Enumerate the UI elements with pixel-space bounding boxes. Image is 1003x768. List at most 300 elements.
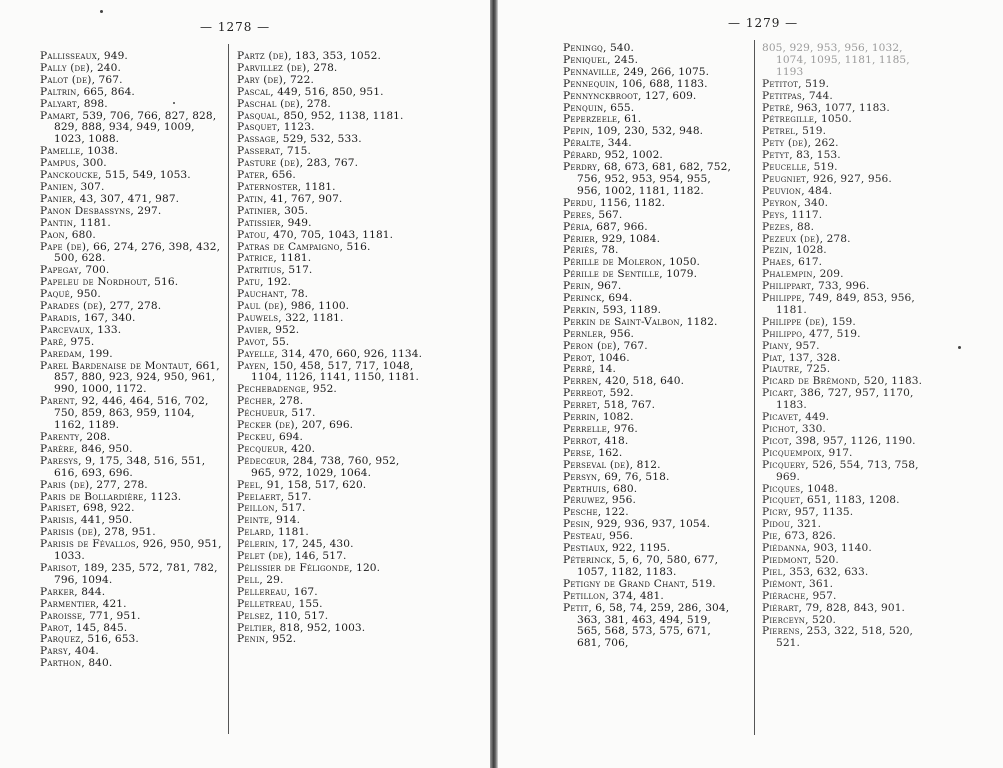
entry-name: Pater, xyxy=(237,169,269,182)
entry-references: 952. xyxy=(272,633,297,646)
entry-references: 5, 6, 70, 580, 677, 1057, 1182, 1183. xyxy=(577,553,719,578)
entry-name: Pety (de), xyxy=(762,137,812,150)
entry-references: 209. xyxy=(819,268,844,281)
entry-name: Perreot, xyxy=(563,387,607,400)
entry-references: 1123. xyxy=(150,490,182,503)
entry-references: 137, 328. xyxy=(788,351,841,364)
entry-name: Palot (de), xyxy=(40,73,96,86)
entry-references: 314, 470, 660, 926, 1134. xyxy=(281,347,423,360)
entry-name: Pauwels, xyxy=(237,311,282,324)
entry-references: 278. xyxy=(826,232,851,245)
entry-references: 519. xyxy=(691,577,716,590)
entry-references: 68, 673, 681, 682, 752, 756, 952, 953, 954, 955, 956, 1002, 1181, 1182. xyxy=(577,161,731,197)
index-entry xyxy=(40,658,228,670)
index-entry xyxy=(40,361,228,397)
entry-references: 520, 1183. xyxy=(863,375,923,388)
entry-name: Piel, xyxy=(762,565,787,578)
entry-references: 245. xyxy=(614,53,639,66)
entry-references: 344. xyxy=(607,137,632,150)
entry-name: Pie, xyxy=(762,530,782,543)
entry-references: 656. xyxy=(271,169,296,182)
entry-references: 192. xyxy=(267,276,292,289)
entry-references: 477, 519. xyxy=(809,327,861,340)
entry-name: Petré, xyxy=(762,101,794,114)
column-divider xyxy=(228,44,229,734)
entry-name: Périer, xyxy=(563,232,599,245)
entry-name: Pape (de), xyxy=(40,240,90,253)
entry-references: 1181. xyxy=(280,252,312,265)
entry-name: Pezin, xyxy=(762,244,793,257)
entry-name: Peyron, xyxy=(762,196,801,209)
entry-references: 278. xyxy=(313,61,338,74)
entry-references: 83, 153. xyxy=(796,149,841,162)
entry-references: 167. xyxy=(293,585,318,598)
entry-name: Phaes, xyxy=(762,256,795,269)
entry-references: 155. xyxy=(298,597,323,610)
entry-references: 420, 518, 640. xyxy=(605,375,685,388)
entry-name: Peinte, xyxy=(237,514,273,527)
entry-references: 592. xyxy=(609,387,634,400)
index-entry xyxy=(762,388,930,412)
index-entry xyxy=(237,361,425,385)
paper-speck xyxy=(100,10,103,13)
entry-references: 441, 950. xyxy=(80,514,133,527)
index-entry xyxy=(40,456,228,480)
entry-references: 957. xyxy=(795,339,820,352)
entry-references: 917. xyxy=(828,446,853,459)
page-number-right: — 1279 — xyxy=(728,16,799,30)
entry-references: 127, 609. xyxy=(644,89,697,102)
entry-references: 517. xyxy=(288,264,313,277)
entry-name: Parthon, xyxy=(40,657,85,670)
entry-name: Perseval (de), xyxy=(563,458,634,471)
entry-references: 539, 706, 766, 827, 828, 829, 888, 934, 949, 1009, 1023, 1088. xyxy=(54,109,217,146)
entry-name: Paris (de), xyxy=(40,478,93,491)
entry-references: 986, 1100. xyxy=(290,300,350,313)
index-column xyxy=(762,43,930,650)
entry-name: Piérart, xyxy=(762,601,803,614)
entry-name: Picquery, xyxy=(762,458,809,471)
entry-name: Picavet, xyxy=(762,411,802,424)
entry-references: 61. xyxy=(624,113,642,126)
entry-name: Peniquel, xyxy=(563,53,611,66)
entry-references: 949. xyxy=(103,50,128,62)
entry-name: Pesche, xyxy=(563,506,602,519)
entry-name: Panckoucke, xyxy=(40,169,102,182)
entry-references: 78. xyxy=(601,244,619,257)
entry-name: Pelet (de), xyxy=(237,550,292,563)
entry-references: 6, 58, 74, 259, 286, 304, 363, 381, 463, 494, 519, 565, 568, 573, 575, 671, 681, 706, xyxy=(577,601,730,650)
page-number-left: — 1278 — xyxy=(200,20,271,34)
entry-name: Pepin, xyxy=(563,125,594,138)
entry-references: 540. xyxy=(609,42,634,54)
entry-references: 66, 274, 276, 398, 432, 500, 628. xyxy=(54,240,221,265)
entry-references: 1050. xyxy=(821,113,852,126)
entry-references: 567. xyxy=(598,208,623,221)
entry-name: Paqué, xyxy=(40,288,74,301)
entry-references: 110, 517. xyxy=(276,609,329,622)
entry-name: Périès, xyxy=(563,244,598,257)
entry-name: Perrin, xyxy=(563,411,600,424)
entry-name: Payen, xyxy=(237,359,270,372)
entry-name: Pecqueur, xyxy=(237,442,288,455)
entry-references: 517. xyxy=(281,502,306,515)
entry-name: Perkin, xyxy=(563,303,600,316)
entry-references: 956. xyxy=(611,494,636,507)
entry-name: Piérache, xyxy=(762,589,810,602)
entry-references: 956. xyxy=(609,530,634,543)
entry-name: Piautre, xyxy=(762,363,803,376)
entry-name: Pelsez, xyxy=(237,609,274,622)
entry-name: Pidou, xyxy=(762,518,794,531)
entry-name: Petigny de Grand Chant, xyxy=(563,577,689,590)
entry-references: 374, 481. xyxy=(612,589,664,602)
entry-references: 526, 554, 713, 758, 969. xyxy=(776,458,919,483)
entry-name: Piémont, xyxy=(762,577,806,590)
entry-references: 516. xyxy=(346,240,371,253)
entry-name: Pestiaux, xyxy=(563,542,609,555)
entry-references: 353, 632, 633. xyxy=(789,565,869,578)
entry-name: Parmentier, xyxy=(40,597,100,610)
entry-name: Peckeu, xyxy=(237,431,276,443)
entry-name: Pavot, xyxy=(237,335,269,348)
entry-name: Parenty, xyxy=(40,431,83,443)
entry-references: 420. xyxy=(291,442,316,455)
entry-references: 519. xyxy=(805,77,830,90)
entry-references: 1082. xyxy=(602,411,634,424)
entry-references: 208. xyxy=(86,431,111,443)
entry-references: 515, 549, 1053. xyxy=(104,169,191,182)
entry-name: Parisis de Févallos, xyxy=(40,538,140,551)
entry-name: Pecker (de), xyxy=(237,419,299,432)
entry-references: 167, 340. xyxy=(84,311,136,324)
entry-name: Patin, xyxy=(237,192,267,205)
entry-name: Passage, xyxy=(237,133,280,146)
index-entry xyxy=(762,293,930,317)
entry-name: Piany, xyxy=(762,339,793,352)
entry-name: Picot, xyxy=(762,434,793,447)
entry-name: Pelard, xyxy=(237,526,275,539)
entry-references: 17, 245, 430. xyxy=(281,538,354,551)
entry-references: 91, 158, 517, 620. xyxy=(266,478,367,491)
entry-references: 519. xyxy=(802,125,827,138)
entry-references: 1038. xyxy=(87,145,119,158)
entry-references: 340. xyxy=(804,196,829,209)
entry-references: 952. xyxy=(312,383,337,396)
entry-references: 957, 1135. xyxy=(794,506,854,519)
entry-name: Philippe (de), xyxy=(762,315,829,328)
entry-name: Pasquet, xyxy=(237,121,281,134)
entry-references: 29. xyxy=(266,573,284,586)
entry-name: Picard de Brémond, xyxy=(762,375,861,388)
entry-references: 950. xyxy=(76,288,101,301)
entry-references: 330. xyxy=(801,423,826,435)
entry-references: 733, 996. xyxy=(818,280,870,293)
entry-references: 322, 1181. xyxy=(285,311,344,324)
entry-name: Pennynckbroot, xyxy=(563,89,642,102)
entry-references: 1050. xyxy=(669,256,700,269)
entry-references: 321. xyxy=(797,518,822,531)
entry-name: Peltier, xyxy=(237,621,277,634)
entry-name: Pélerin, xyxy=(237,538,279,551)
entry-name: Pantin, xyxy=(40,216,77,229)
entry-references: 284, 738, 760, 952, 965, 972, 1029, 1064. xyxy=(251,454,400,479)
entry-references: 297. xyxy=(137,204,162,217)
entry-name: Parquez, xyxy=(40,633,85,646)
entry-name: Panier, xyxy=(40,192,77,205)
entry-name: Péchueur, xyxy=(237,407,289,420)
entry-references: 694. xyxy=(278,431,303,443)
entry-references: 1046. xyxy=(598,351,630,364)
entry-name: Parisot, xyxy=(40,561,81,574)
entry-references: 183, 353, 1052. xyxy=(295,50,381,62)
entry-references: 277, 278. xyxy=(96,478,148,491)
entry-references: 421. xyxy=(102,597,127,610)
entry-name: Peel, xyxy=(237,478,264,491)
entry-name: Pelletreau, xyxy=(237,597,296,610)
entry-references: 687, 966. xyxy=(596,220,648,233)
entry-references: 278. xyxy=(306,97,331,110)
entry-name: Peuvion, xyxy=(762,184,805,197)
index-entry xyxy=(40,111,228,147)
entry-references: 812. xyxy=(636,458,661,471)
entry-references: 262. xyxy=(814,137,839,150)
entry-name: Petitot, xyxy=(762,77,802,90)
entry-references: 1156, 1182. xyxy=(599,196,666,209)
entry-name: Perrelle, xyxy=(563,423,611,435)
entry-references: 41, 767, 907. xyxy=(270,192,343,205)
entry-name: Phalempin, xyxy=(762,268,817,281)
entry-name: Papeleu de Nordhout, xyxy=(40,276,151,289)
entry-name: Pernler, xyxy=(563,327,607,340)
entry-references: 749, 849, 853, 956, 1181. xyxy=(776,292,915,316)
index-column xyxy=(563,43,731,650)
entry-references: 952. xyxy=(275,323,300,336)
index-entry xyxy=(40,539,228,563)
entry-name: Pariset, xyxy=(40,502,80,515)
entry-name: Pell, xyxy=(237,573,263,586)
entry-references: 1181. xyxy=(277,526,309,539)
entry-references: 92, 446, 464, 516, 702, 750, 859, 863, 959, 1104, 1162, 1189. xyxy=(54,395,209,432)
entry-name: Perinck, xyxy=(563,292,605,305)
entry-references: 106, 688, 1183. xyxy=(621,77,708,90)
entry-references: 651, 1183, 1208. xyxy=(807,494,900,507)
entry-references: 146, 517. xyxy=(294,550,347,563)
entry-references: 361. xyxy=(809,577,834,590)
entry-name: Peningq, xyxy=(563,42,607,54)
entry-name: Panon Desbassyns, xyxy=(40,204,134,217)
paper-speck xyxy=(958,346,961,349)
entry-name: Petillon, xyxy=(563,589,610,602)
entry-name: Partz (de), xyxy=(237,50,292,62)
entry-name: Perren, xyxy=(563,375,602,388)
index-entry xyxy=(563,555,731,579)
entry-references: 150, 458, 517, 717, 1048, 1104, 1126, 1141, 1150, 1181. xyxy=(251,359,420,384)
entry-name: Paradis, xyxy=(40,311,81,324)
entry-name: Paredam, xyxy=(40,347,86,360)
entry-references: 818, 952, 1003. xyxy=(279,621,366,634)
entry-name: Péterinck, xyxy=(563,553,616,566)
entry-name: Pary (de), xyxy=(237,73,287,86)
entry-name: Pampus, xyxy=(40,157,80,170)
entry-name: Patras de Campaigno, xyxy=(237,240,344,253)
entry-name: Picry, xyxy=(762,506,792,519)
entry-name: Pellereau, xyxy=(237,585,291,598)
entry-name: Papegay, xyxy=(40,264,82,277)
entry-name: Patrice, xyxy=(237,252,277,265)
entry-name: Persyn, xyxy=(563,470,601,483)
index-entry xyxy=(762,43,930,79)
entry-name: Picques, xyxy=(762,482,804,495)
entry-name: Perthuis, xyxy=(563,482,610,495)
entry-name: Pamelle, xyxy=(40,145,84,158)
entry-references: 278. xyxy=(279,395,304,408)
entry-references: 145, 845. xyxy=(75,621,128,634)
entry-references: 278, 951. xyxy=(104,526,156,539)
entry-references: 305. xyxy=(284,204,309,217)
entry-name: Peperzeele, xyxy=(563,113,621,126)
entry-name: Pélissier de Féligonde, xyxy=(237,561,353,574)
entry-name: Pierens, xyxy=(762,625,804,638)
entry-references: 967. xyxy=(597,280,622,293)
entry-name: Picart, xyxy=(762,387,797,400)
entry-references: 771, 951. xyxy=(89,609,141,622)
entry-name: Pennequin, xyxy=(563,77,619,90)
entry-name: Péruwez, xyxy=(563,494,609,507)
entry-name: Paltrin, xyxy=(40,85,81,98)
entry-references: 109, 230, 532, 948. xyxy=(596,125,704,138)
entry-name: Pavier, xyxy=(237,323,272,336)
entry-name: Perdry, xyxy=(563,161,601,174)
entry-name: Petitpas, xyxy=(762,89,806,102)
entry-references: 189, 235, 572, 781, 782, 796, 1094. xyxy=(54,561,218,586)
entry-references: 805, 929, 953, 956, 1032, 1074, 1095, 1181, 1185, 1193 xyxy=(762,42,910,78)
entry-references: 277, 278. xyxy=(109,300,162,313)
entry-name: Pennaville, xyxy=(563,65,620,78)
entry-references: 159. xyxy=(831,315,856,328)
entry-name: Paresys, xyxy=(40,454,82,467)
entry-references: 593, 1189. xyxy=(602,303,662,316)
entry-name: Perin, xyxy=(563,280,594,293)
entry-name: Perse, xyxy=(563,446,595,459)
entry-references: 516. xyxy=(154,276,179,289)
index-entry xyxy=(237,456,425,480)
entry-references: 840. xyxy=(88,657,113,670)
entry-references: 694. xyxy=(608,292,633,305)
index-entry xyxy=(40,325,228,337)
entry-name: Parent, xyxy=(40,395,79,408)
entry-references: 1182. xyxy=(686,315,718,328)
entry-references: 1123. xyxy=(283,121,315,134)
entry-name: Perret, xyxy=(563,399,601,412)
entry-references: 914. xyxy=(276,514,301,527)
entry-name: Peres, xyxy=(563,208,595,221)
index-column xyxy=(237,51,425,646)
entry-references: 133. xyxy=(97,323,122,336)
entry-references: 963, 1077, 1183. xyxy=(797,101,890,114)
entry-references: 1181. xyxy=(80,216,111,229)
entry-references: 199. xyxy=(88,347,113,360)
index-entry xyxy=(762,460,930,484)
entry-name: Pérard, xyxy=(563,149,602,162)
entry-name: Pauchant, xyxy=(237,288,288,301)
entry-references: 929, 936, 937, 1054. xyxy=(596,518,711,531)
entry-references: 9, 175, 348, 516, 551, 616, 693, 696. xyxy=(54,454,206,479)
entry-name: Perkin de Saint-Valbon, xyxy=(563,315,684,328)
entry-name: Patu, xyxy=(237,276,264,289)
entry-references: 846, 950. xyxy=(81,442,133,455)
entry-references: 283, 767. xyxy=(306,157,359,170)
entry-references: 300. xyxy=(82,157,107,170)
entry-name: Pezeux (de), xyxy=(762,232,824,245)
entry-references: 307. xyxy=(80,180,105,193)
entry-name: Philippo, xyxy=(762,327,806,340)
entry-name: Parisis (de), xyxy=(40,526,101,539)
index-entry xyxy=(762,341,930,353)
entry-references: 898. xyxy=(83,97,108,110)
entry-name: Parcevaux, xyxy=(40,323,94,336)
entry-name: Patou, xyxy=(237,228,270,241)
entry-references: 949. xyxy=(287,216,312,229)
entry-references: 14. xyxy=(598,363,616,376)
entry-name: Peillon, xyxy=(237,502,279,515)
entry-references: 517. xyxy=(287,490,312,503)
entry-references: 957. xyxy=(812,589,837,602)
entry-references: 519. xyxy=(813,161,838,174)
entry-name: Pétregille, xyxy=(762,113,818,126)
entry-name: Palyart, xyxy=(40,97,81,110)
entry-references: 844. xyxy=(81,585,106,598)
entry-references: 55. xyxy=(272,335,290,348)
entry-references: 88. xyxy=(796,220,815,233)
entry-references: 520. xyxy=(814,553,839,566)
entry-references: 518, 767. xyxy=(603,399,656,412)
entry-name: Philippart, xyxy=(762,280,815,293)
index-entry xyxy=(762,626,930,650)
entry-references: 404. xyxy=(74,645,99,658)
entry-name: Paul (de), xyxy=(237,300,288,313)
entry-name: Paternoster, xyxy=(237,180,302,193)
entry-references: 926, 950, 951, 1033. xyxy=(54,538,222,563)
entry-references: 665, 864. xyxy=(83,85,135,98)
index-column xyxy=(40,51,228,670)
entry-name: Picquempoix, xyxy=(762,446,826,459)
entry-references: 398, 957, 1126, 1190. xyxy=(795,434,916,447)
entry-name: Parvillez (de), xyxy=(237,61,311,74)
index-entry xyxy=(40,396,228,432)
index-entry xyxy=(40,563,228,587)
entry-name: Petyt, xyxy=(762,149,793,162)
entry-name: Perrot, xyxy=(563,434,601,447)
entry-name: Parère, xyxy=(40,442,78,455)
entry-references: 517. xyxy=(291,407,316,420)
entry-references: 850, 952, 1138, 1181. xyxy=(283,109,404,122)
entry-references: 767. xyxy=(98,73,123,86)
entry-name: Pichot, xyxy=(762,423,799,435)
entry-references: 484. xyxy=(808,184,833,197)
entry-references: 1028. xyxy=(795,244,827,257)
entry-name: Penin, xyxy=(237,633,269,646)
entry-references: 956. xyxy=(610,327,635,340)
entry-name: Pérille de Moleron, xyxy=(563,256,666,269)
entry-references: 976. xyxy=(613,423,638,435)
entry-name: Perré, xyxy=(563,363,596,376)
entry-name: Parisis, xyxy=(40,514,78,527)
entry-name: Perot, xyxy=(563,351,596,364)
entry-references: 240. xyxy=(96,61,121,74)
entry-references: 386, 727, 957, 1170, 1183. xyxy=(776,387,914,412)
entry-name: Petit, xyxy=(563,601,592,614)
